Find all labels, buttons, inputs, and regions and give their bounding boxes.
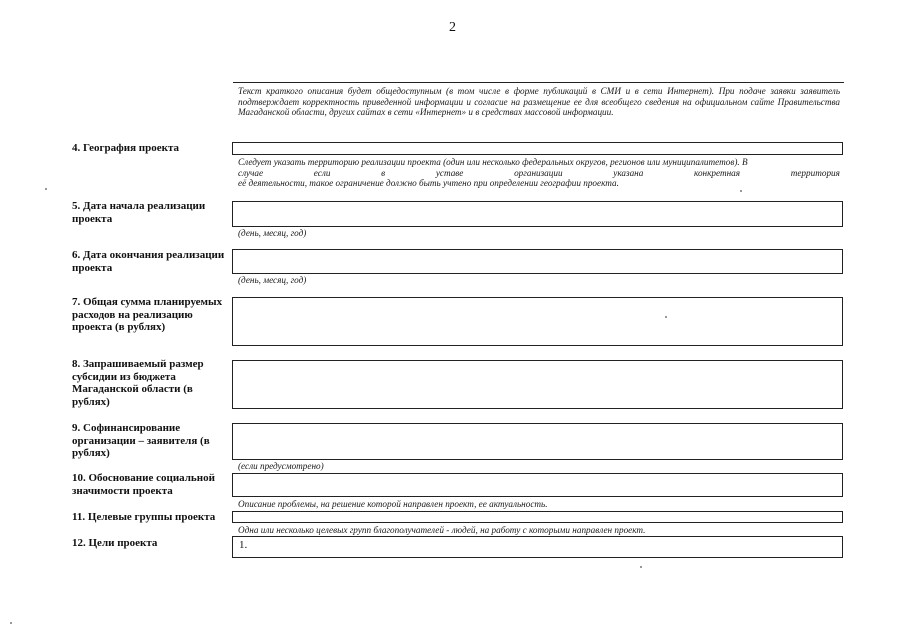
social-hint: Описание проблемы, на решение которой направлен проект, ее актуальность. [238, 499, 548, 509]
total-cost-input[interactable] [232, 297, 843, 346]
label-subsidy: 8. Запрашиваемый размер субсидии из бюджета Магаданской области (в рублях) [72, 358, 204, 408]
label-geography: 4. География проекта [72, 142, 180, 154]
goals-value: 1. [239, 539, 248, 551]
geography-note-word: если [313, 167, 331, 178]
intro-top-rule [233, 82, 844, 83]
geography-note-word: конкретная [694, 167, 741, 178]
label-cofinancing: 9. Софинансирование организации – заявителя (в рублях) [72, 422, 210, 459]
geography-note-word: уставе [435, 167, 464, 178]
label-social: 10. Обоснование социальной значимости проекта [72, 472, 215, 497]
scan-speck [740, 190, 742, 192]
geography-note-word: случае [238, 167, 264, 178]
geography-note-line1: Следует указать территорию реализации проекта (один или несколько федеральных округов, регионов или муниципалитетов). В [238, 157, 748, 167]
geography-note-word: организации [514, 167, 563, 178]
scan-speck [665, 316, 667, 318]
end-date-input[interactable] [232, 249, 843, 274]
geography-note-word: указана [613, 167, 644, 178]
geography-note [238, 157, 840, 189]
target-groups-input[interactable] [232, 511, 843, 523]
geography-note-word: в [381, 167, 386, 178]
label-start-date: 5. Дата начала реализации проекта [72, 200, 206, 225]
scan-speck [640, 566, 642, 568]
cofinancing-hint: (если предусмотрено) [238, 461, 324, 471]
label-goals: 12. Цели проекта [72, 537, 158, 549]
label-total-cost: 7. Общая сумма планируемых расходов на реализацию проекта (в рублях) [72, 296, 223, 333]
target-groups-hint: Одна или несколько целевых групп благополучателей - людей, на работу с которыми направлен проект. [238, 525, 646, 535]
cofinancing-input[interactable] [232, 423, 843, 460]
goals-input[interactable] [232, 536, 843, 558]
label-target-groups: 11. Целевые группы проекта [72, 511, 216, 523]
subsidy-input[interactable] [232, 360, 843, 409]
scan-speck [10, 622, 12, 624]
end-date-hint: (день, месяц, год) [238, 275, 307, 285]
start-date-input[interactable] [232, 201, 843, 227]
start-date-hint: (день, месяц, год) [238, 228, 307, 238]
geography-note-line2 [238, 168, 840, 179]
page-number: 2 [449, 20, 456, 35]
geography-note-word: территория [790, 167, 840, 178]
social-input[interactable] [232, 473, 843, 497]
intro-note: Текст краткого описания будет общедоступным (в том числе в форме публикаций в СМИ и в сети Интернет). При подаче заявки заявитель подтверждает корректность приведенной информации и согласие на размещение ее для всеобщего сведения на официальном сайте Правительства Магаданской области, других сайтах в сети «Интернет» и в средствах массовой информации. [238, 86, 840, 117]
geography-note-line3: её деятельности, такое ограничение должно быть учтено при определении географии проекта. [238, 178, 619, 188]
label-end-date: 6. Дата окончания реализации проекта [72, 249, 225, 274]
geography-input[interactable] [232, 142, 843, 155]
scan-speck [45, 188, 47, 190]
